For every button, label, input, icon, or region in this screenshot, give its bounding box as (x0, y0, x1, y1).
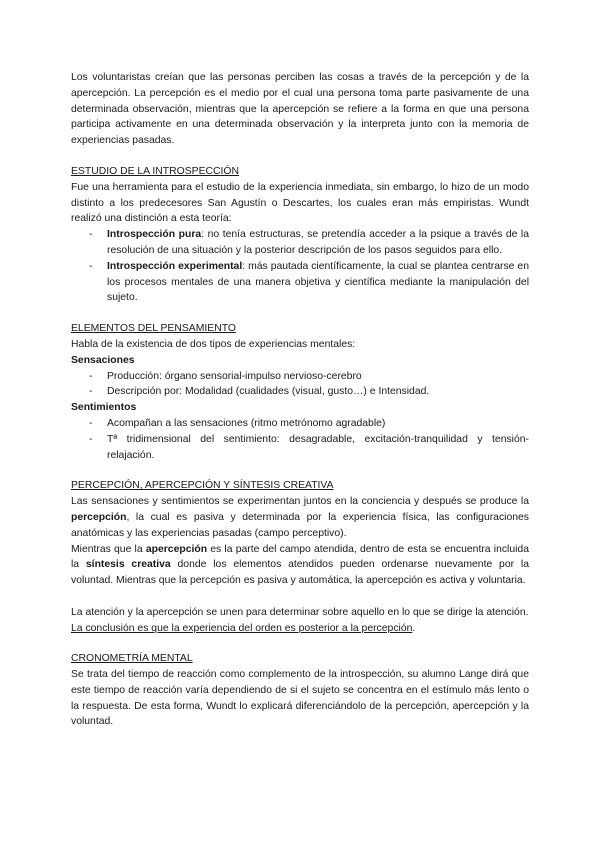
section-title-introspeccion: ESTUDIO DE LA INTROSPECCIÓN (71, 165, 240, 177)
text-run: donde los elementos atendidos pueden ordenarse nuevamente por la voluntad. Mientras que la percepción es pasiva y automática, la apercepción es activa y voluntaria. (71, 559, 529, 587)
text-run: , la cual es pasiva y determinada por la experiencia física, las configuraciones anatómicas y las experiencias pasadas (campo perceptivo). (71, 511, 529, 539)
conclusion-paragraph (71, 621, 529, 637)
list-item (71, 369, 529, 385)
subheading-sentimientos: Sentimientos (71, 402, 137, 414)
intro-paragraph: Los voluntaristas creían que las personas perciben las cosas a través de la percepción y de la apercepción. La percepción es el medio por el cual una persona toma parte pasivamente de una determinada observación, mientras que la apercepción se refiere a la forma en que una persona participa activamente en una determinada observación y la interpreta junto con la memoria de experiencias pasadas. (71, 72, 529, 147)
paragraph-gap (71, 589, 529, 605)
dash-bullet: - (89, 260, 93, 272)
list-item (71, 259, 529, 306)
dash-bullet: - (89, 386, 93, 398)
dash-bullet: - (89, 433, 93, 445)
list-item-text: Descripción por: Modalidad (cualidades (visual, gusto…) e Intensidad. (107, 386, 430, 398)
apercepcion-paragraph (71, 542, 529, 589)
introspeccion-paragraph: Fue una herramienta para el estudio de la experiencia inmediata, sin embargo, lo hizo de un modo distinto a los predecesores San Agustín o Descartes, los cuales eran más empiristas. Wundt realizó una distinción a esta teoría: (71, 181, 529, 225)
text-run: Las sensaciones y sentimientos se experimentan juntos en la conciencia y después se produce la (71, 496, 529, 508)
term-percepcion: percepción (71, 511, 127, 523)
dash-bullet: - (89, 417, 93, 429)
cronometria-paragraph: Se trata del tiempo de reacción como complemento de la introspección, su alumno Lange dirá que este tiempo de reacción varía dependiendo de si el sujeto se concentra en el estímulo más lento o la respuesta. De esta forma, Wundt lo explicará diferenciándolo de la percepción, apercepción y la voluntad. (71, 669, 529, 728)
list-item (71, 416, 529, 432)
elementos-paragraph: Habla de la existencia de dos tipos de experiencias mentales: (71, 338, 356, 350)
term-sintesis-creativa: síntesis creativa (85, 559, 171, 571)
dash-bullet: - (89, 370, 93, 382)
text-run: Mientras que la (71, 543, 146, 555)
atencion-paragraph: La atención y la apercepción se unen para determinar sobre aquello en lo que se dirige la atención. (71, 606, 529, 618)
list-item-text: : más pautada científicamente, la cual se plantea centrarse en los procesos mentales de una manera objetiva y científica mediante la manipulación del sujeto. (107, 260, 529, 304)
subheading-sensaciones: Sensaciones (71, 354, 135, 366)
term-apercepcion: apercepción (145, 543, 208, 555)
list-item-term: Introspección experimental (107, 260, 243, 272)
dash-bullet: - (89, 229, 93, 241)
introspeccion-list (71, 227, 529, 306)
sensaciones-list (71, 369, 529, 401)
list-item-term: Introspección pura (107, 229, 202, 241)
text-run: es la parte del campo atendida, dentro de esta se encuentra incluida la (71, 543, 529, 571)
list-item-text: Acompañan a las sensaciones (ritmo metrónomo agradable) (107, 417, 386, 429)
list-item (71, 227, 529, 259)
list-item-text: Tª tridimensional del sentimiento: desagradable, excitación-tranquilidad y tensión-relajación. (107, 433, 529, 461)
list-item (71, 432, 529, 464)
text-run: . (412, 622, 416, 634)
percepcion-paragraph (71, 494, 529, 541)
list-item-text: : no tenía estructuras, se pretendía acceder a la psique a través de la resolución de una situación y la posterior descripción de los pasos seguidos para ello. (107, 229, 530, 256)
list-item-text: Producción: órgano sensorial-impulso nervioso-cerebro (107, 370, 362, 382)
conclusion-underlined: La conclusión es que la experiencia del orden es posterior a la percepción (71, 622, 413, 634)
section-title-percepcion: PERCEPCIÓN, APERCEPCIÓN Y SÍNTESIS CREATIVA (71, 480, 334, 492)
section-title-cronometria: CRONOMETRÍA MENTAL (71, 653, 193, 665)
list-item (71, 384, 529, 400)
sentimientos-list (71, 416, 529, 463)
document-page (71, 70, 529, 730)
section-title-elementos: ELEMENTOS DEL PENSAMIENTO (71, 323, 236, 335)
